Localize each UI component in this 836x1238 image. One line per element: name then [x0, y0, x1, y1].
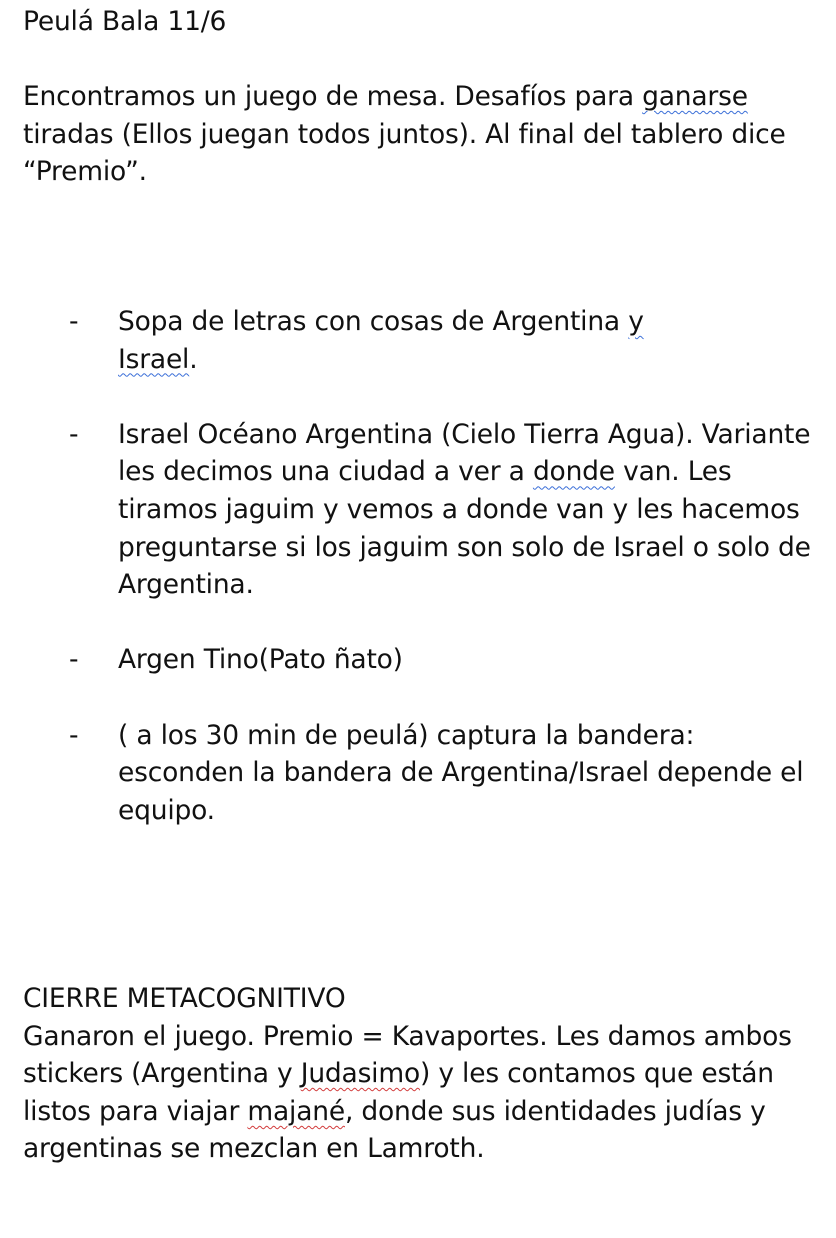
list-item [23, 416, 823, 604]
list-item-text-part: Sopa de letras con cosas de Argentina [118, 306, 629, 337]
list-bullet: - [69, 306, 79, 337]
closing-text-part: , donde sus identidades judías y argentinas se mezclan en Lamroth. [23, 1095, 766, 1165]
intro-text-after: tiradas (Ellos juegan todos juntos). Al final del tablero dice “Premio”. [23, 118, 786, 188]
spellcheck-word-y[interactable]: y [628, 306, 644, 337]
list-item [23, 303, 823, 378]
document-title: Peulá Bala 11/6 [23, 6, 227, 37]
spellcheck-word-judasimo[interactable]: Judasimo [300, 1058, 420, 1090]
list-bullet: - [69, 418, 79, 450]
closing-text-part: Ganaron el juego. Premio = Kavaportes. Les damos ambos stickers (Argentina y [23, 1020, 792, 1090]
intro-paragraph [23, 78, 813, 191]
list-bullet: - [69, 719, 79, 751]
list-item-text: Argen Tino(Pato ñato) [118, 644, 403, 676]
list-item [23, 717, 823, 830]
list-item-text [118, 303, 823, 378]
list-bullet: - [69, 644, 79, 676]
list-item-text-part: van. Les tiramos jaguim y vemos a donde van y les hacemos preguntarse si los jaguim son solo de Israel o solo de Argentina. [118, 456, 811, 601]
closing-paragraph [23, 1018, 823, 1168]
closing-section [23, 980, 823, 1168]
spellcheck-word-majane[interactable]: majané [247, 1095, 345, 1127]
closing-heading: CIERRE METACOGNITIVO [23, 983, 346, 1014]
spellcheck-word-donde[interactable]: donde [532, 456, 615, 488]
spellcheck-word-israel[interactable]: Israel [118, 343, 190, 375]
list-item-text-part: . [189, 343, 198, 375]
closing-text-part: ) y les contamos que están listos para viajar [23, 1058, 774, 1127]
spellcheck-word-ganarse[interactable]: ganarse [642, 81, 748, 112]
list-item-text: ( a los 30 min de peulá) captura la bandera: esconden la bandera de Argentina/Israel depende el equipo. [118, 719, 804, 826]
intro-text-before: Encontramos un juego de mesa. Desafíos para [23, 81, 643, 112]
list-item-text-part: Israel Océano Argentina (Cielo Tierra Agua). Variante les decimos una ciudad a ver a [118, 418, 811, 488]
activity-list [23, 303, 823, 867]
list-item [23, 641, 823, 679]
list-item-text [118, 416, 823, 604]
